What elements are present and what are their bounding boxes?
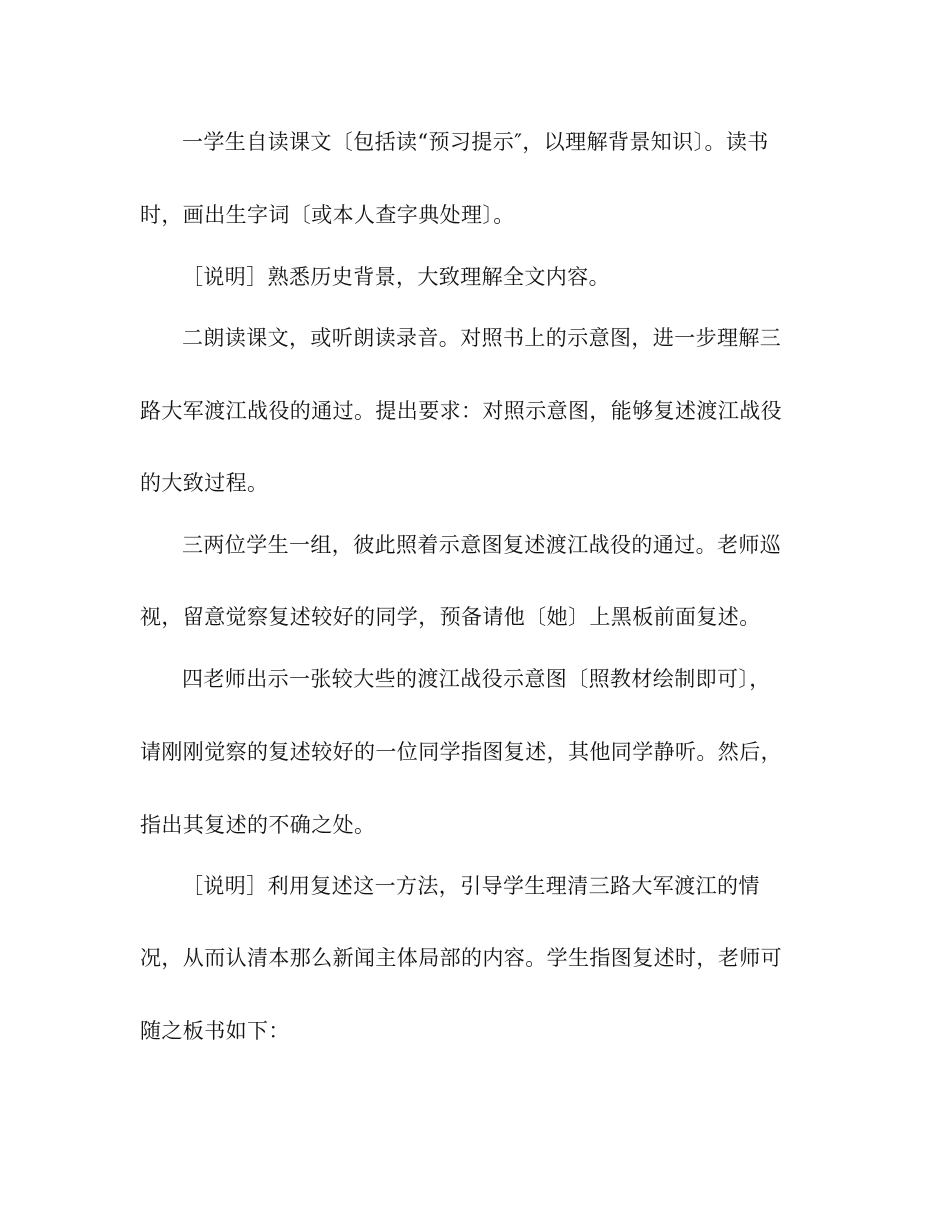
paragraph-2-line-2: 路大军渡江战役的通过。提出要求：对照示意图，能够复述渡江战役 bbox=[140, 399, 782, 423]
paragraph-3-line-2: 视，留意觉察复述较好的同学，预备请他〔她〕上黑板前面复述。 bbox=[140, 605, 761, 629]
note-2-line-1: ［说明］利用复述这一方法，引导学生理清三路大军渡江的情 bbox=[182, 874, 760, 898]
paragraph-1-line-2: 时，画出生字词〔或本人查字典处理〕。 bbox=[140, 203, 515, 227]
paragraph-2-line-1: 二朗读课文，或听朗读录音。对照书上的示意图，进一步理解三 bbox=[182, 326, 782, 350]
paragraph-1-line-1: 一学生自读课文〔包括读“预习提示″，以理解背景知识〕。读书 bbox=[182, 130, 769, 154]
paragraph-2-line-3: 的大致过程。 bbox=[140, 471, 269, 495]
paragraph-3-line-1: 三两位学生一组，彼此照着示意图复述渡江战役的通过。老师巡 bbox=[182, 533, 782, 557]
note-2-line-3: 随之板书如下： bbox=[140, 1019, 290, 1043]
note-2-line-2: 况，从而认清本那么新闻主体局部的内容。学生指图复述时，老师可 bbox=[140, 946, 782, 970]
paragraph-4-line-2: 请刚刚觉察的复述较好的一位同学指图复述，其他同学静听。然后， bbox=[140, 740, 782, 764]
note-1: ［说明］熟悉历史背景，大致理解全文内容。 bbox=[182, 265, 610, 289]
paragraph-4-line-1: 四老师出示一张较大些的渡江战役示意图〔照教材绘制即可〕， bbox=[182, 667, 771, 691]
paragraph-4-line-3: 指出其复述的不确之处。 bbox=[140, 813, 376, 837]
